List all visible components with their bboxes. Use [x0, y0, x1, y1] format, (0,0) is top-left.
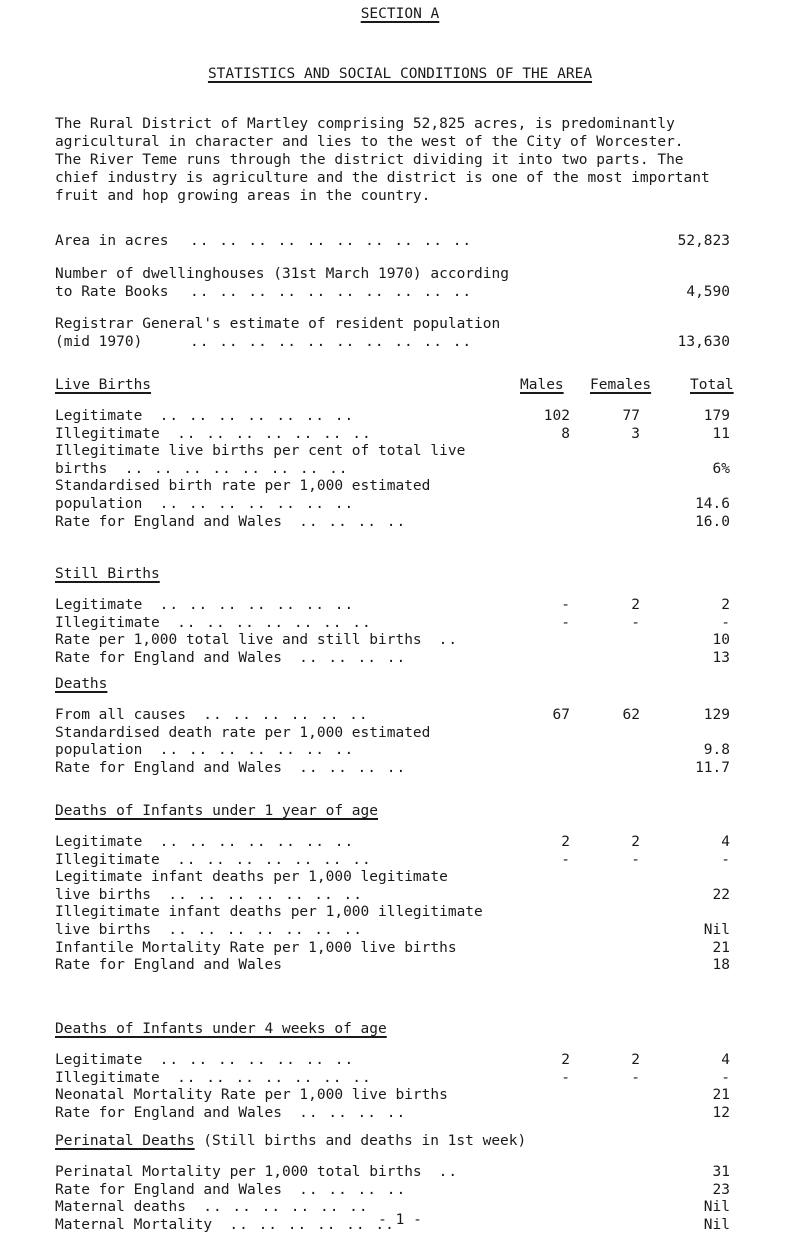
total-value: 2: [721, 597, 730, 613]
leader-dots: .. .. .. ..: [299, 1181, 407, 1198]
row-label: Standardised death rate per 1,000 estimated: [55, 724, 431, 741]
row-label: live births: [55, 922, 152, 938]
dwellings-label: Number of dwellinghouses (31st March 1970) according: [55, 266, 509, 282]
males-value: 2: [561, 1052, 570, 1068]
section-title: SECTION A: [360, 6, 440, 22]
females-value: 2: [631, 597, 640, 613]
leader-dots: .. .. .. .. .. .. ..: [159, 742, 355, 759]
males-value: -: [561, 597, 570, 613]
females-value: -: [631, 1069, 640, 1086]
leader-dots: .. .. .. ..: [299, 1104, 407, 1121]
intro-line: agricultural in character and lies to the west of the City of Worcester.: [55, 134, 684, 150]
leader-dots: .. .. .. .. .. ..: [203, 707, 369, 723]
row-label: births: [55, 460, 108, 477]
row-label: Legitimate: [55, 1052, 143, 1068]
leader-dots: .. .. .. .. .. .. ..: [177, 1069, 372, 1086]
row-label: Legitimate: [55, 834, 143, 850]
total-value: 31: [712, 1164, 730, 1180]
leader-dots: .. .. .. .. .. .. ..: [177, 614, 372, 631]
area-value: 52,823: [677, 233, 730, 249]
col-header-males: Males: [520, 377, 564, 393]
row-label: Perinatal Mortality per 1,000 total births: [55, 1164, 422, 1180]
total-value: Nil: [703, 922, 730, 938]
row-label: Rate for England and Wales: [55, 957, 282, 974]
leader-dots: .. .. .. .. .. .. ..: [159, 834, 355, 850]
dwellings-label-cont: to Rate Books: [55, 284, 169, 300]
males-value: -: [561, 851, 570, 868]
females-value: 77: [622, 408, 640, 424]
total-value: 10: [712, 632, 730, 649]
leader-dots: .. .. .. .. .. ..: [229, 1216, 395, 1233]
total-value: 16.0: [695, 513, 730, 530]
total-value: 4: [721, 834, 730, 850]
leader-dots: .. .. .. .. .. .. ..: [177, 851, 372, 868]
row-label: live births: [55, 886, 152, 903]
row-label: Rate for England and Wales: [55, 759, 282, 776]
total-value: 11: [712, 425, 730, 442]
row-label: population: [55, 742, 143, 759]
intro-line: fruit and hop growing areas in the country.: [55, 188, 431, 204]
males-value: 67: [552, 707, 570, 723]
total-value: 12: [712, 1104, 730, 1121]
leader-dots: .. .. .. .. .. .. ..: [159, 597, 355, 613]
page-heading: STATISTICS AND SOCIAL CONDITIONS OF THE AREA: [207, 66, 593, 82]
population-label-cont: (mid 1970): [55, 334, 143, 350]
section-heading: Deaths of Infants under 1 year of age: [55, 803, 379, 819]
row-label: Illegitimate: [55, 425, 160, 442]
leader-dots: .. .. .. .. .. .. ..: [168, 922, 363, 938]
row-label: Illegitimate: [55, 851, 160, 868]
total-value: 4: [721, 1052, 730, 1068]
total-value: 11.7: [695, 759, 730, 776]
total-value: 21: [712, 1087, 730, 1104]
females-value: -: [631, 614, 640, 631]
population-label: Registrar General's estimate of resident population: [55, 316, 501, 332]
row-label: Legitimate: [55, 597, 143, 613]
row-label: population: [55, 496, 143, 512]
intro-line: The Rural District of Martley comprising 52,825 acres, is predominantly: [55, 116, 675, 132]
total-value: 13: [712, 649, 730, 666]
row-label: From all causes: [55, 707, 186, 723]
row-label: Illegitimate live births per cent of total live: [55, 443, 466, 460]
total-value: 21: [712, 939, 730, 956]
leader-dots: .. .. .. .. .. .. .. .. .. ..: [190, 233, 473, 249]
row-label: Rate for England and Wales: [55, 649, 282, 666]
males-value: -: [561, 1069, 570, 1086]
total-value: 179: [703, 408, 730, 424]
row-label: Rate for England and Wales: [55, 1104, 282, 1121]
intro-line: chief industry is agriculture and the district is one of the most important: [55, 170, 710, 186]
row-label: Rate for England and Wales: [55, 513, 282, 530]
section-heading: Deaths: [55, 676, 108, 692]
leader-dots: .. .. .. .. .. .. .. .. .. ..: [190, 334, 473, 350]
row-label: Rate per 1,000 total live and still births: [55, 632, 422, 649]
area-label: Area in acres: [55, 233, 169, 249]
total-value: Nil: [703, 1216, 730, 1233]
leader-dots: .. .. .. .. .. .. .. .. .. ..: [190, 284, 473, 300]
page-number: - 1 -: [378, 1212, 422, 1228]
total-value: 18: [712, 957, 730, 974]
total-value: -: [721, 614, 730, 631]
leader-dots: ..: [438, 1164, 459, 1180]
males-value: 102: [543, 408, 570, 424]
females-value: 2: [631, 1052, 640, 1068]
dwellings-value: 4,590: [686, 284, 730, 300]
row-label: Rate for England and Wales: [55, 1181, 282, 1198]
row-label: Standardised birth rate per 1,000 estimated: [55, 478, 431, 495]
row-label: Illegitimate: [55, 1069, 160, 1086]
total-value: -: [721, 1069, 730, 1086]
row-label: Neonatal Mortality Rate per 1,000 live births: [55, 1087, 448, 1104]
total-value: 23: [712, 1181, 730, 1198]
males-value: 2: [561, 834, 570, 850]
col-header-total: Total: [690, 377, 734, 393]
row-label: Illegitimate: [55, 614, 160, 631]
total-value: 14.6: [695, 496, 730, 512]
leader-dots: .. .. .. .. .. .. ..: [159, 1052, 355, 1068]
total-value: 9.8: [703, 742, 730, 759]
total-value: 129: [703, 707, 730, 723]
col-header-females: Females: [590, 377, 652, 393]
females-value: -: [631, 851, 640, 868]
females-value: 62: [622, 707, 640, 723]
section-heading: Still Births: [55, 566, 160, 582]
females-value: 2: [631, 834, 640, 850]
section-subheading: (Still births and deaths in 1st week): [203, 1133, 527, 1149]
females-value: 3: [631, 425, 640, 442]
intro-line: The River Teme runs through the district dividing it into two parts. The: [55, 152, 684, 168]
total-value: 6%: [712, 460, 730, 477]
total-value: Nil: [703, 1199, 730, 1216]
section-heading: Live Births: [55, 377, 152, 393]
total-value: 22: [712, 886, 730, 903]
leader-dots: .. .. .. .. .. .. .. ..: [124, 460, 349, 477]
leader-dots: .. .. .. .. .. .. ..: [159, 496, 355, 512]
row-label: Maternal deaths: [55, 1199, 186, 1216]
row-label: Legitimate infant deaths per 1,000 legitimate: [55, 869, 448, 886]
males-value: 8: [561, 425, 570, 442]
section-heading: Deaths of Infants under 4 weeks of age: [55, 1021, 387, 1037]
leader-dots: .. .. .. .. .. ..: [203, 1199, 369, 1216]
row-label: Infantile Mortality Rate per 1,000 live births: [55, 939, 457, 956]
section-heading: Perinatal Deaths: [55, 1133, 195, 1149]
row-label: Illegitimate infant deaths per 1,000 illegitimate: [55, 904, 483, 921]
leader-dots: .. .. .. .. .. .. ..: [168, 886, 363, 903]
row-label: Legitimate: [55, 408, 143, 424]
row-label: Maternal Mortality: [55, 1216, 213, 1233]
leader-dots: .. .. .. .. .. .. ..: [159, 408, 355, 424]
leader-dots: .. .. .. ..: [299, 759, 407, 776]
leader-dots: .. .. .. .. .. .. ..: [177, 425, 372, 442]
total-value: -: [721, 851, 730, 868]
population-value: 13,630: [677, 334, 730, 350]
leader-dots: .. .. .. ..: [299, 513, 407, 530]
males-value: -: [561, 614, 570, 631]
leader-dots: .. .. .. ..: [299, 649, 407, 666]
leader-dots: ..: [438, 632, 459, 649]
